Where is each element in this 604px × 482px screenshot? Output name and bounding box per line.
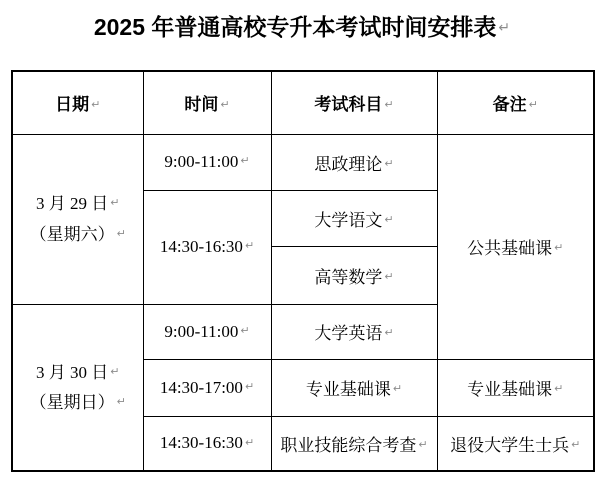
cell-end-mark-icon: ↵ — [392, 382, 403, 396]
cell-end-mark-icon: ↵ — [554, 241, 564, 255]
note-cell-public-basic: 公共基础课 ↵ — [437, 134, 594, 359]
exam-schedule-table — [11, 70, 595, 472]
cell-end-mark-icon: ↵ — [384, 97, 394, 111]
header-note: 备注 ↵ — [437, 71, 594, 134]
cell-end-mark-icon: ↵ — [384, 156, 394, 170]
time-cell: 14:30-17:00 ↵ — [143, 359, 271, 416]
paragraph-mark-icon: ↵ — [498, 19, 511, 36]
time-cell: 9:00-11:00 ↵ — [143, 134, 271, 190]
time-cell: 14:30-16:30 ↵ — [143, 190, 271, 304]
subject-cell: 大学语文 ↵ — [271, 190, 437, 246]
subject-cell: 专业基础课 ↵ — [271, 359, 437, 416]
page-title-text: 2025 年普通高校专升本考试时间安排表 — [93, 14, 497, 40]
time-cell: 9:00-11:00 ↵ — [143, 304, 271, 359]
header-date: 日期 ↵ — [12, 71, 143, 134]
page-title — [0, 10, 604, 45]
cell-end-mark-icon: ↵ — [528, 97, 538, 111]
note-cell-professional-basic: 专业基础课 ↵ — [437, 359, 594, 416]
cell-end-mark-icon: ↵ — [220, 97, 230, 111]
cell-end-mark-icon: ↵ — [116, 227, 126, 240]
cell-end-mark-icon: ↵ — [418, 438, 428, 451]
cell-end-mark-icon: ↵ — [116, 395, 126, 409]
cell-end-mark-icon: ↵ — [384, 212, 394, 226]
table-row — [12, 134, 594, 190]
cell-end-mark-icon: ↵ — [244, 435, 255, 449]
header-subject: 考试科目 ↵ — [271, 71, 437, 134]
subject-cell: 职业技能综合考查 ↵ — [271, 416, 437, 471]
cell-end-mark-icon: ↵ — [554, 382, 564, 396]
date-cell-march-29: 3 月 29 日 ↵ （星期六） ↵ — [12, 134, 143, 304]
line-break-mark-icon: ↵ — [110, 196, 120, 210]
cell-end-mark-icon: ↵ — [91, 97, 101, 111]
cell-end-mark-icon: ↵ — [244, 379, 255, 393]
note-cell-veteran-soldiers: 退役大学生士兵 ↵ — [437, 416, 594, 471]
line-break-mark-icon: ↵ — [110, 364, 120, 378]
subject-cell: 思政理论 ↵ — [271, 134, 437, 190]
cell-end-mark-icon: ↵ — [244, 239, 255, 253]
cell-end-mark-icon: ↵ — [240, 323, 250, 337]
header-time: 时间 ↵ — [143, 71, 271, 134]
subject-cell: 高等数学 ↵ — [271, 246, 437, 304]
cell-end-mark-icon: ↵ — [571, 438, 581, 451]
time-cell: 14:30-16:30 ↵ — [143, 416, 271, 471]
header-row — [12, 71, 594, 134]
cell-end-mark-icon: ↵ — [384, 326, 394, 340]
date-cell-march-30: 3 月 30 日 ↵ （星期日） ↵ — [12, 304, 143, 471]
subject-cell: 大学英语 ↵ — [271, 304, 437, 359]
cell-end-mark-icon: ↵ — [384, 269, 394, 283]
cell-end-mark-icon: ↵ — [240, 154, 250, 168]
